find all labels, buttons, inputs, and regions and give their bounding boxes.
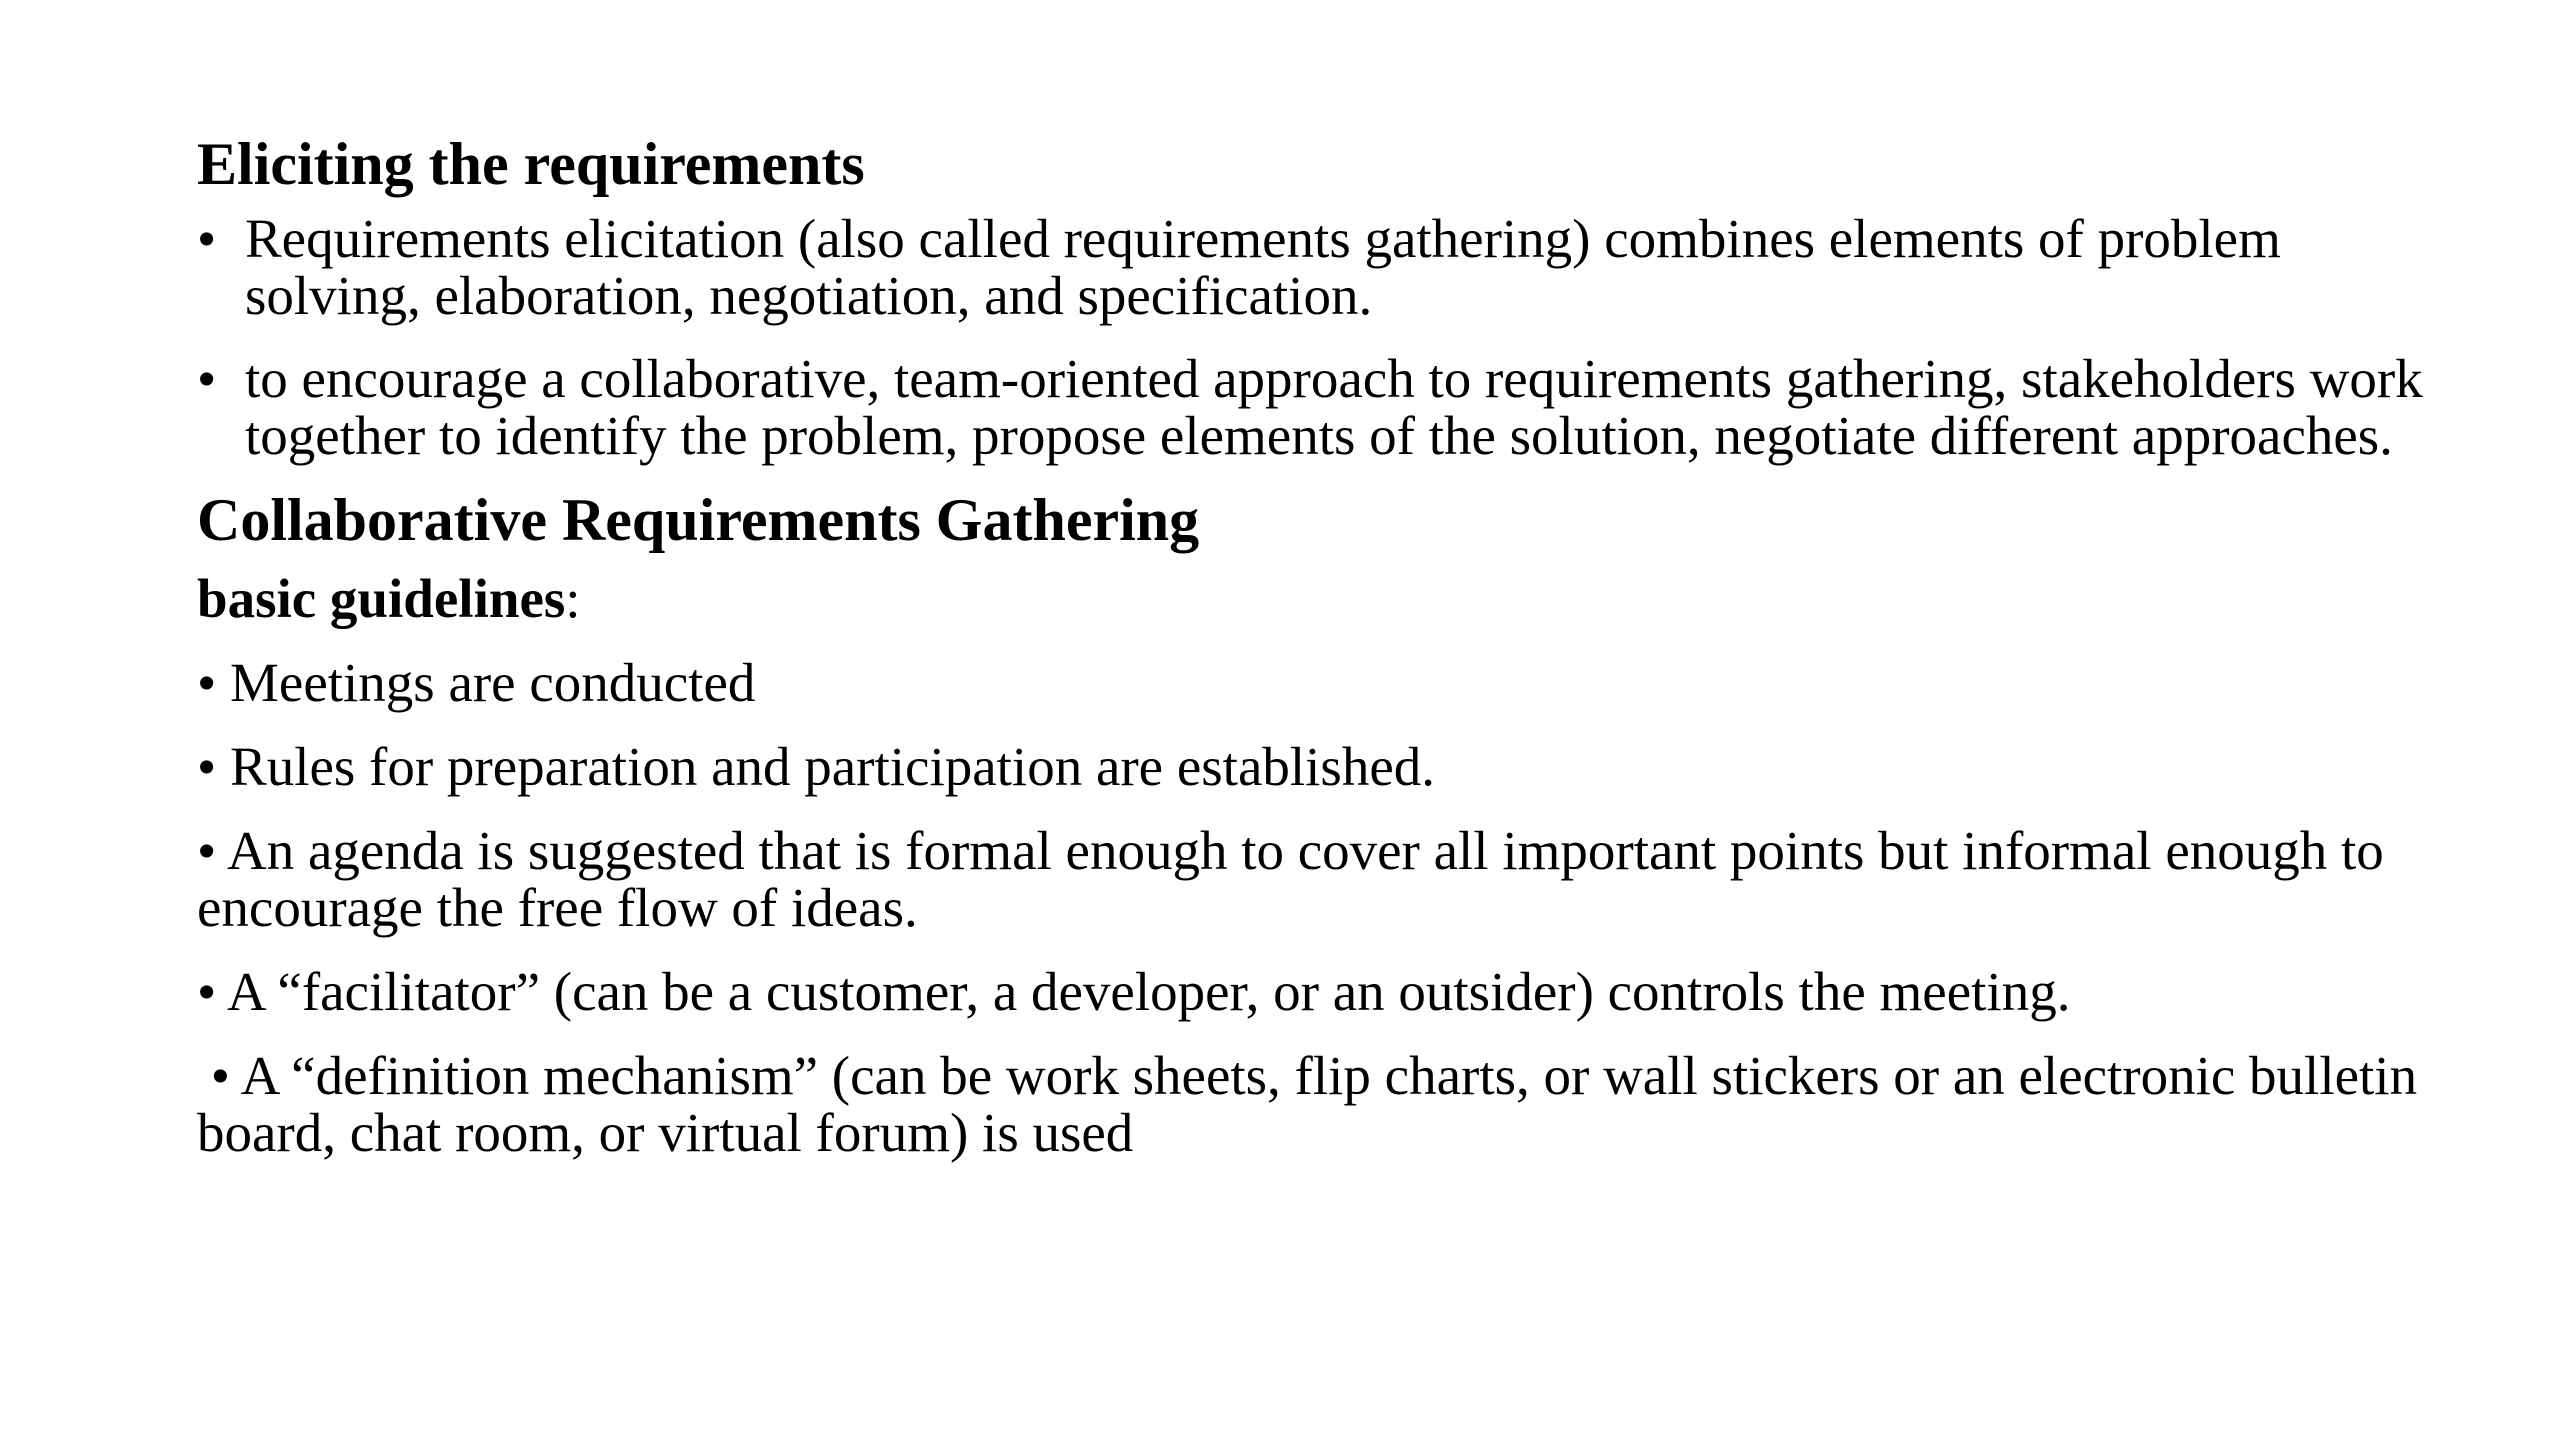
section-heading-eliciting: Eliciting the requirements (197, 131, 865, 197)
guidelines-colon: : (565, 568, 581, 629)
bullet-text: Requirements elicitation (also called requirements gathering) combines elements of problem solving, elaboration, negotiation, and specification. (245, 208, 2281, 326)
section-heading-collaborative: Collaborative Requirements Gathering (197, 487, 1200, 553)
list-item: • Meetings are conducted (197, 652, 756, 713)
list-item (197, 350, 2457, 464)
bullet-marker: • (197, 208, 217, 269)
bullet-marker: • (197, 348, 217, 409)
list-item: • A “facilitator” (can be a customer, a developer, or an outsider) controls the meeting. (197, 961, 2071, 1022)
bullet-text: to encourage a collaborative, team-oriented approach to requirements gathering, stakeholders work together to identify the problem, propose elements of the solution, negotiate different approaches. (245, 348, 2423, 466)
guidelines-subheading (197, 570, 2457, 627)
list-item: • Rules for preparation and participation are established. (197, 736, 1435, 797)
list-item: • A “definition mechanism” (can be work sheets, flip charts, or wall stickers or an electronic bulletin board, chat room, or virtual forum) is used (197, 1045, 2431, 1163)
eliciting-bullet-list (197, 210, 2457, 464)
guidelines-label: basic guidelines (197, 568, 566, 629)
list-item: • An agenda is suggested that is formal enough to cover all important points but informal enough to encourage the free flow of ideas. (197, 820, 2384, 938)
list-item (197, 210, 2457, 324)
slide-content (197, 128, 2457, 1161)
